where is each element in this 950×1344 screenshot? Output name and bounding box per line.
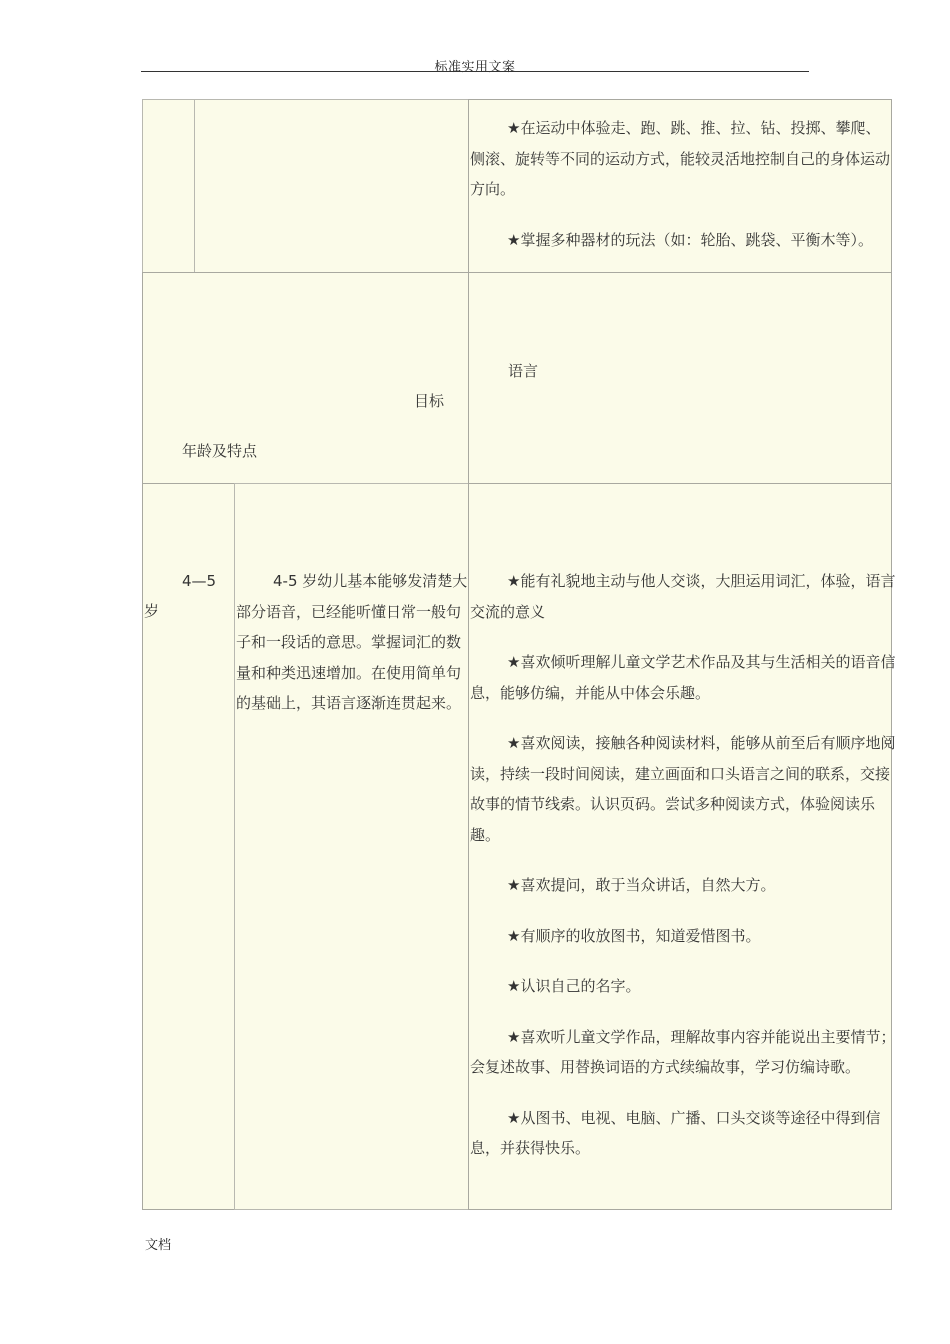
row2-goal-item: ★认识自己的名字。: [507, 977, 641, 995]
header-diagonal-cell: [142, 272, 469, 484]
row1-goal-item: ★在运动中体验走、跑、跳、推、拉、钻、投掷、攀爬、侧滚、旋转等不同的运动方式，能较灵活地控制自己的身体运动方向。: [470, 119, 891, 198]
age-characteristics-paragraph: 4-5 岁幼儿基本能够发清楚大部分语音，已经能听懂日常一般句子和一段话的意思。掌握词汇的数量和种类迅速增加。在使用简单句的基础上，其语言逐渐连贯起来。: [236, 572, 468, 712]
domain-header-cell: [468, 272, 892, 484]
domain-label: 语言: [508, 362, 539, 380]
row2-goal-item: ★能有礼貌地主动与他人交谈，大胆运用词汇，体验，语言交流的意义: [470, 572, 896, 621]
target-label: 目标: [414, 392, 445, 410]
row2-age-cell: [142, 483, 235, 1210]
row2-goal-item: ★喜欢提问，敢于当众讲话，自然大方。: [507, 876, 776, 894]
age-features-label: 年龄及特点: [182, 442, 258, 460]
row1-goal-item: ★掌握多种器材的玩法（如：轮胎、跳袋、平衡木等）。: [507, 230, 873, 249]
row1-description-cell: [194, 99, 469, 273]
header-divider: [141, 71, 809, 72]
row2-goal-list: [470, 566, 896, 1164]
age-range: 4—5: [182, 572, 217, 590]
row2-goal-item: ★有顺序的收放图书，知道爱惜图书。: [507, 926, 761, 945]
row2-goal-item: ★喜欢阅读，接触各种阅读材料，能够从前至后有顺序地阅读，持续一段时间阅读，建立画面和口头语言之间的联系，交接故事的情节线索。认识页码。尝试多种阅读方式，体验阅读乐趣。: [470, 734, 896, 844]
row1-age-cell: [142, 99, 195, 273]
page-header-title: 标准实用文案: [434, 60, 516, 75]
row2-goal-item: ★喜欢听儿童文学作品，理解故事内容并能说出主要情节；会复述故事、用替换词语的方式续编故事，学习仿编诗歌。: [470, 1027, 896, 1076]
age-characteristics-text: [236, 566, 469, 719]
row2-goals-cell: [468, 483, 896, 1210]
row2-goal-item: ★喜欢倾听理解儿童文学艺术作品及其与生活相关的语音信息，能够仿编，并能从中体会乐趣。: [470, 653, 896, 702]
page-footer: 文档: [145, 1238, 172, 1253]
row1-goals-cell: [468, 99, 892, 273]
row1-goal-list: [470, 113, 894, 255]
row2-goal-item: ★从图书、电视、电脑、广播、口头交谈等途径中得到信息，并获得快乐。: [470, 1108, 881, 1157]
row2-description-cell: [234, 483, 469, 1210]
age-unit: 岁: [144, 602, 160, 620]
